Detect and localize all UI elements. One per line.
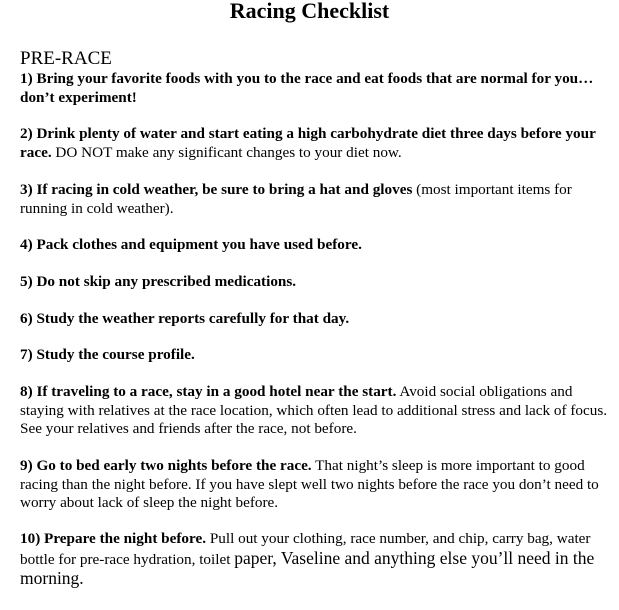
checklist-item-7 <box>20 346 610 365</box>
document-title: Racing Checklist <box>229 0 390 23</box>
checklist-item-3-text: (most important items for running in cold weather). <box>20 181 572 217</box>
checklist-item-5-bold: 5) Do not skip any prescribed medications. <box>20 273 297 290</box>
checklist-item-5 <box>20 273 610 292</box>
checklist-item-1-bold: 1) Bring your favorite foods with you to the race and eat foods that are normal for you…don’t experiment! <box>20 70 594 106</box>
checklist-item-2 <box>20 125 610 162</box>
checklist-item-2-bold: 2) Drink plenty of water and start eating a high carbohydrate diet three days before your race. <box>20 125 596 161</box>
checklist-item-9-bold: 9) Go to bed early two nights before the race. <box>20 457 312 474</box>
checklist-item-8-bold: 8) If traveling to a race, stay in a good hotel near the start. <box>20 383 397 400</box>
checklist-item-8-text: Avoid social obligations and staying with relatives at the race location, which often lead to additional stress and lack of focus. See your relatives and friends after the race, not before. <box>20 383 608 437</box>
checklist-item-9 <box>20 457 610 513</box>
checklist-item-10-text: Pull out your clothing, race number, and chip, carry bag, water bottle for pre-race hydration, toilet <box>20 530 591 568</box>
checklist-item-4 <box>20 236 610 255</box>
checklist-item-10-text-large: paper, Vaseline and anything else you’ll need in the morning. <box>20 547 595 588</box>
checklist-item-2-text: DO NOT make any significant changes to your diet now. <box>51 143 402 161</box>
checklist-item-4-bold: 4) Pack clothes and equipment you have used before. <box>20 236 362 253</box>
checklist-item-1 <box>20 70 610 107</box>
checklist-item-9-text: That night’s sleep is more important to good racing than the night before. If you have slept well two nights before the race you don’t need to worry about lack of sleep the night before. <box>20 457 599 511</box>
checklist-item-7-bold: 7) Study the course profile. <box>20 346 195 363</box>
checklist-item-3 <box>20 181 610 218</box>
checklist-item-6 <box>20 310 610 329</box>
checklist-item-8 <box>20 383 610 439</box>
section-heading-pre-race: PRE-RACE <box>20 48 112 69</box>
checklist-item-10-bold: 10) Prepare the night before. <box>20 530 207 547</box>
checklist-item-10 <box>20 530 610 590</box>
checklist-item-6-bold: 6) Study the weather reports carefully for that day. <box>20 310 350 327</box>
checklist-item-3-bold: 3) If racing in cold weather, be sure to bring a hat and gloves <box>20 181 413 198</box>
